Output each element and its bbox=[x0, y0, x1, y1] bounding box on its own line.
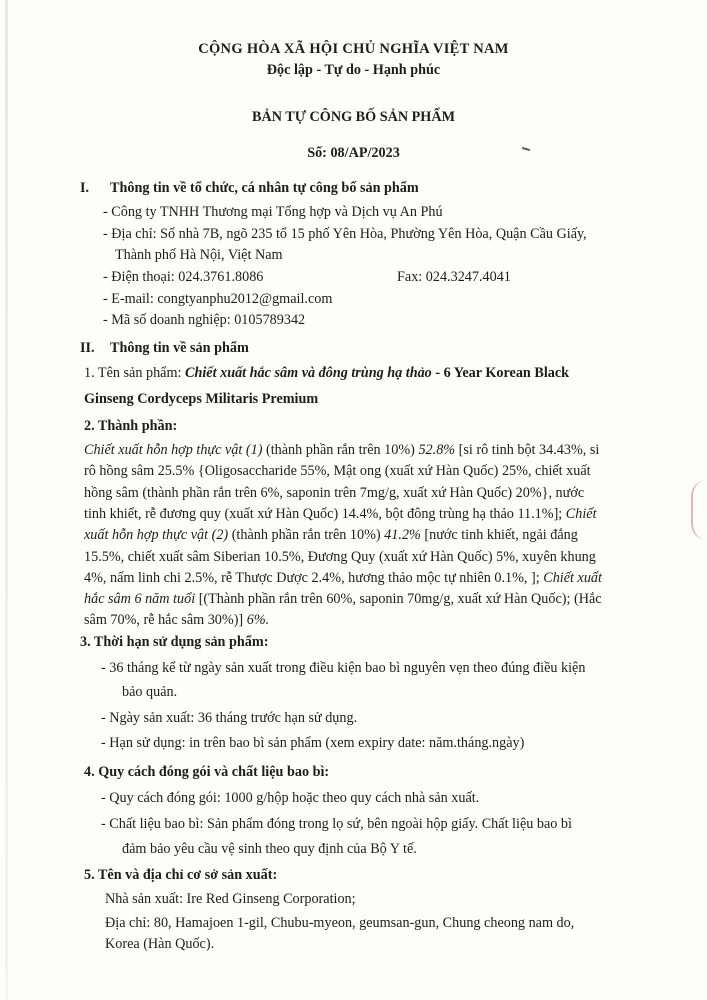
ingredient-text: [si rô tinh bột 34.43%, si bbox=[455, 442, 600, 458]
ingredient-group-2: Chiết bbox=[565, 506, 597, 522]
manufacturer-name: Nhà sản xuất: Ire Red Ginseng Corporation; bbox=[105, 891, 356, 907]
ingredients-line-1 bbox=[84, 441, 599, 459]
doc-title: BẢN TỰ CÔNG BỐ SẢN PHẨM bbox=[252, 109, 455, 125]
shelf-life-heading: 3. Thời hạn sử dụng sản phẩm: bbox=[80, 634, 269, 650]
packaging-heading: 4. Quy cách đóng gói và chất liệu bao bì: bbox=[84, 764, 330, 780]
product-name-en-1: - 6 Year Korean Black bbox=[431, 365, 570, 381]
product-name-vi: Chiết xuất hắc sâm và đông trùng hạ thảo bbox=[185, 365, 432, 381]
shelf-life-bullet-1-cont: bảo quản. bbox=[122, 684, 178, 700]
ingredients-line-9 bbox=[84, 611, 269, 629]
nation-title: CỘNG HÒA XÃ HỘI CHỦ NGHĨA VIỆT NAM bbox=[198, 41, 509, 57]
motto: Độc lập - Tự do - Hạnh phúc bbox=[266, 62, 441, 78]
ingredient-text: 4%, nấm linh chi 2.5%, rễ Thược Dược 2.4%, hương thảo mộc tự nhiên 0.1%, ]; bbox=[84, 570, 544, 586]
tax-code: - Mã số doanh nghiệp: 0105789342 bbox=[103, 312, 306, 328]
ingredient-text: tinh khiết, rễ đương quy (xuất xứ Hàn Quốc) 14.4%, bột đông trùng hạ thảo 11.1%]; bbox=[84, 506, 566, 522]
shelf-life-bullet-2: - Ngày sản xuất: 36 tháng trước hạn sử dụng. bbox=[101, 710, 358, 726]
ingredient-group-3: hắc sâm 6 năm tuổi bbox=[84, 591, 196, 607]
section2-num: II. bbox=[80, 340, 95, 356]
phone: - Điện thoại: 024.3761.8086 bbox=[103, 269, 264, 285]
manufacturer-address-1: Địa chỉ: 80, Hamajoen 1-gil, Chubu-myeon, geumsan-gun, Chung cheong nam do, bbox=[105, 915, 575, 931]
address-line-2: Thành phố Hà Nội, Việt Nam bbox=[115, 247, 283, 263]
ingredient-text: [(Thành phần rắn trên 60%, saponin 70mg/g, xuất xứ Hàn Quốc); (Hắc bbox=[195, 591, 602, 607]
product-name-en-2: Ginseng Cordyceps Militaris Premium bbox=[84, 391, 319, 407]
fax: Fax: 024.3247.4041 bbox=[397, 269, 511, 285]
ingredient-text: (thành phần rắn trên 10%) bbox=[228, 527, 385, 543]
stamp-edge bbox=[691, 480, 707, 540]
product-name-line-1 bbox=[84, 364, 569, 382]
section2-heading: Thông tin về sản phẩm bbox=[110, 340, 249, 356]
ingredients-heading: 2. Thành phần: bbox=[84, 418, 178, 434]
ingredient-text: [nước tinh khiết, ngải đắng bbox=[420, 527, 578, 543]
doc-number: Số: 08/AP/2023 bbox=[307, 145, 400, 161]
ingredients-line-7 bbox=[84, 569, 602, 587]
shelf-life-bullet-1: - 36 tháng kể từ ngày sản xuất trong điều kiện bao bì nguyên vẹn theo đúng điều kiện bbox=[101, 660, 586, 676]
ingredients-line-3: hồng sâm (thành phần rắn trên 6%, saponin trên 7mg/g, xuất xứ Hàn Quốc) 20%}, nước bbox=[84, 485, 585, 501]
ingredient-percent: 52.8% bbox=[418, 442, 456, 458]
manufacturer-heading: 5. Tên và địa chỉ cơ sở sản xuất: bbox=[84, 867, 278, 883]
ingredient-group-1: Chiết xuất hỗn hợp thực vật (1) bbox=[84, 442, 263, 458]
ingredient-group-2: xuất hỗn hợp thực vật (2) bbox=[84, 527, 229, 543]
email: - E-mail: congtyanphu2012@gmail.com bbox=[103, 291, 333, 307]
ingredient-percent: 6%. bbox=[246, 612, 270, 628]
ingredient-text: (thành phần rắn trên 10%) bbox=[262, 442, 419, 458]
ingredient-group-3: Chiết xuất bbox=[543, 570, 602, 586]
ingredients-line-4 bbox=[84, 505, 597, 523]
ingredients-line-6: 15.5%, chiết xuất sâm Siberian 10.5%, Đương Quy (xuất xứ Hàn Quốc) 5%, xuyên khung bbox=[84, 549, 596, 565]
ingredient-text: sâm 70%, rễ hắc sâm 30%)] bbox=[84, 612, 247, 628]
ingredients-line-8 bbox=[84, 590, 602, 608]
manufacturer-address-2: Korea (Hàn Quốc). bbox=[105, 936, 215, 952]
ingredients-line-5 bbox=[84, 526, 578, 544]
company-name: - Công ty TNHH Thương mại Tổng hợp và Dịch vụ An Phú bbox=[103, 204, 443, 220]
section1-num: I. bbox=[80, 180, 90, 196]
shelf-life-bullet-3: - Hạn sử dụng: in trên bao bì sản phẩm (xem expiry date: năm.tháng.ngày) bbox=[101, 735, 525, 751]
ingredients-line-2: rô hồng sâm 25.5% {Oligosaccharide 55%, Mật ong (xuất xứ Hàn Quốc) 25%, chiết xuất bbox=[84, 463, 591, 479]
section1-heading: Thông tin về tổ chức, cá nhân tự công bố sản phẩm bbox=[110, 180, 419, 196]
address-line-1: - Địa chỉ: Số nhà 7B, ngõ 235 tổ 15 phố Yên Hòa, Phường Yên Hòa, Quận Cầu Giấy, bbox=[103, 226, 587, 242]
packaging-bullet-2: - Chất liệu bao bì: Sản phẩm đóng trong lọ sứ, bên ngoài hộp giấy. Chất liệu bao bì bbox=[101, 816, 572, 832]
packaging-bullet-1: - Quy cách đóng gói: 1000 g/hộp hoặc theo quy cách nhà sản xuất. bbox=[101, 790, 480, 806]
ingredient-percent: 41.2% bbox=[384, 527, 421, 543]
product-name-prefix: 1. Tên sản phẩm: bbox=[84, 365, 186, 381]
packaging-bullet-2-cont: đảm bảo yêu cầu vệ sinh theo quy định của Bộ Y tế. bbox=[122, 841, 417, 857]
